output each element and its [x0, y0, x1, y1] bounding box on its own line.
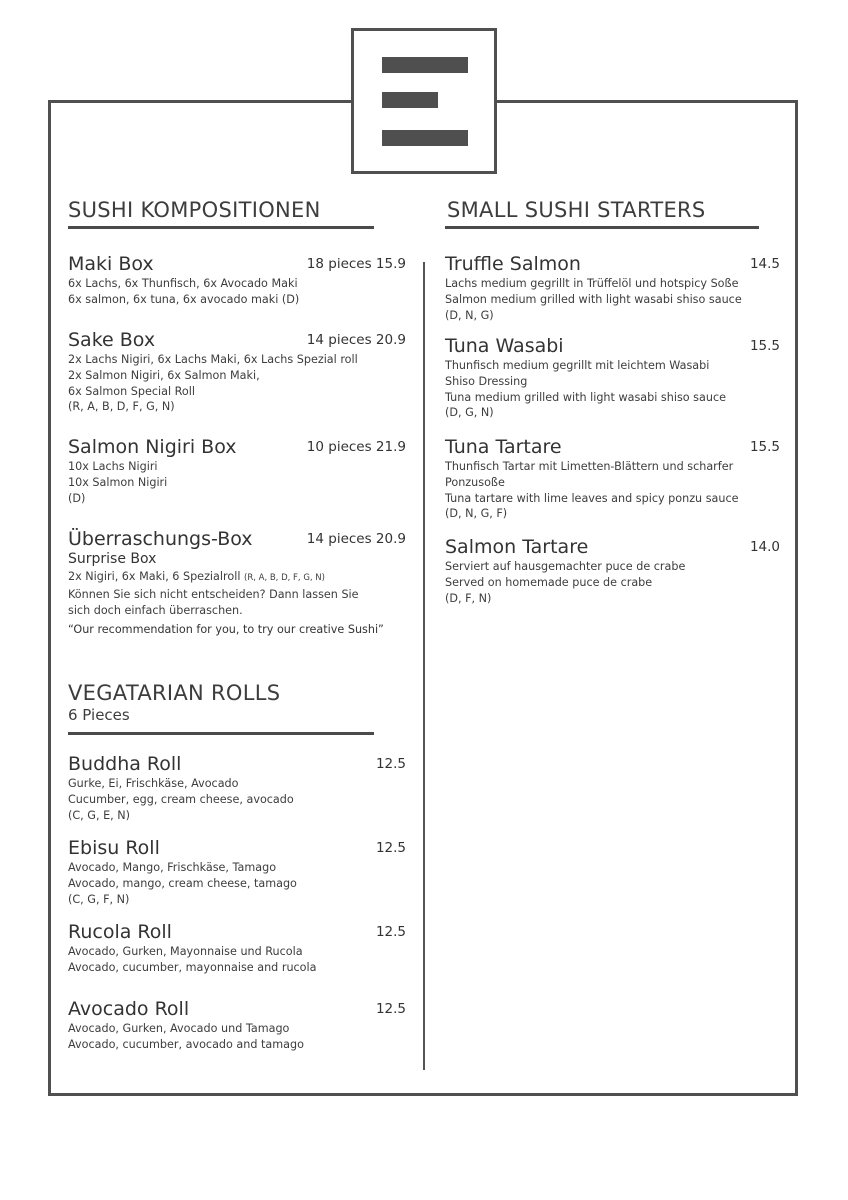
allergen-codes: (D)	[68, 491, 86, 505]
item-description	[445, 358, 780, 421]
desc-line: 2x Salmon Nigiri, 6x Salmon Maki,	[68, 368, 260, 382]
item-description	[68, 860, 406, 907]
item-description	[68, 944, 406, 976]
allergen-codes: (D, G, N)	[445, 406, 494, 420]
desc-line: Avocado, cucumber, avocado and tamago	[68, 1037, 304, 1051]
desc-line: Avocado, mango, cream cheese, tamago	[68, 876, 297, 890]
desc-line: Thunfisch Tartar mit Limetten-Blättern und scharfer	[445, 460, 734, 473]
item-description	[445, 276, 780, 323]
item-price: 14.0	[749, 539, 780, 555]
menu-item-truffle-salmon	[445, 253, 780, 323]
desc-line: 6x Salmon Special Roll	[68, 384, 195, 398]
item-description	[68, 1021, 406, 1053]
desc-line: Avocado, cucumber, mayonnaise and rucola	[68, 960, 317, 974]
allergen-codes: (D, N, G, F)	[445, 507, 508, 521]
item-price: 10 pieces 21.9	[306, 439, 406, 455]
desc-text: 2x Nigiri, 6x Maki, 6 Spezialroll	[68, 570, 241, 583]
desc-line: Tuna tartare with lime leaves and spicy ponzu sauce	[445, 491, 739, 505]
section-rule	[68, 226, 374, 229]
menu-item-maki-box	[68, 253, 406, 308]
desc-line: Können Sie sich nicht entscheiden? Dann lassen Sie	[68, 587, 359, 601]
menu-item-rucola-roll	[68, 921, 406, 976]
desc-line: Shiso Dressing	[445, 374, 528, 388]
desc-line: sich doch einfach überraschen.	[68, 603, 243, 617]
item-name: Rucola Roll	[68, 921, 172, 943]
section-title-vegetarian-rolls: VEGATARIAN ROLLS	[68, 681, 281, 705]
item-name: Ebisu Roll	[68, 837, 160, 859]
item-name: Salmon Nigiri Box	[68, 436, 237, 458]
section-rule	[68, 732, 374, 735]
item-description	[68, 776, 406, 823]
item-name: Tuna Wasabi	[445, 335, 564, 357]
item-name: Sake Box	[68, 329, 156, 351]
item-price: 14.5	[749, 256, 780, 272]
desc-line: Tuna medium grilled with light wasabi shiso sauce	[445, 390, 726, 404]
item-name: Tuna Tartare	[445, 436, 562, 458]
desc-line: Gurke, Ei, Frischkäse, Avocado	[68, 777, 239, 790]
item-price: 15.5	[749, 338, 780, 354]
recommendation-note: “Our recommendation for you, to try our creative Sushi”	[68, 623, 384, 637]
item-description	[68, 569, 406, 618]
menu-item-salmon-tartare	[445, 536, 780, 606]
desc-line: Avocado, Gurken, Avocado und Tamago	[68, 1022, 290, 1035]
item-price: 12.5	[375, 756, 406, 772]
item-description	[68, 352, 406, 415]
item-description	[445, 459, 780, 522]
section-subtitle: 6 Pieces	[68, 706, 130, 724]
allergen-codes: (C, G, E, N)	[68, 808, 130, 822]
menu-item-tuna-wasabi	[445, 335, 780, 421]
desc-line: 10x Lachs Nigiri	[68, 460, 158, 473]
logo-bar	[382, 92, 438, 108]
desc-line: 6x salmon, 6x tuna, 6x avocado maki (D)	[68, 292, 300, 306]
item-price: 15.5	[749, 439, 780, 455]
menu-item-buddha-roll	[68, 753, 406, 823]
item-price: 12.5	[375, 1001, 406, 1017]
desc-line: Ponzusoße	[445, 475, 505, 489]
desc-line: Lachs medium gegrillt in Trüffelöl und hotspicy Soße	[445, 277, 739, 290]
section-title-sushi-kompositionen: SUSHI KOMPOSITIONEN	[68, 198, 321, 222]
desc-line: 10x Salmon Nigiri	[68, 475, 168, 489]
menu-item-tuna-tartare	[445, 436, 780, 522]
item-price: 18 pieces 15.9	[306, 256, 406, 272]
item-name: Truffle Salmon	[445, 253, 581, 275]
desc-line: Served on homemade puce de crabe	[445, 575, 653, 589]
item-description	[68, 276, 406, 308]
allergen-codes: (D, F, N)	[445, 591, 492, 605]
item-name: Maki Box	[68, 253, 154, 275]
item-name: Salmon Tartare	[445, 536, 589, 558]
section-rule	[445, 226, 759, 229]
desc-line: Avocado, Mango, Frischkäse, Tamago	[68, 861, 277, 874]
item-price: 14 pieces 20.9	[306, 531, 406, 547]
desc-line	[68, 569, 406, 587]
menu-item-salmon-nigiri-box	[68, 436, 406, 506]
item-name: Avocado Roll	[68, 998, 190, 1020]
menu-item-sake-box	[68, 329, 406, 415]
item-description	[68, 459, 406, 506]
logo-bar	[382, 57, 468, 73]
desc-line: Thunfisch medium gegrillt mit leichtem Wasabi	[445, 359, 710, 372]
desc-line: Cucumber, egg, cream cheese, avocado	[68, 792, 294, 806]
item-price: 12.5	[375, 924, 406, 940]
menu-item-avocado-roll	[68, 998, 406, 1053]
section-title-small-sushi-starters: SMALL SUSHI STARTERS	[447, 198, 706, 222]
allergen-codes: (R, A, B, D, F, G, N)	[244, 573, 325, 583]
item-name: Überraschungs-Box	[68, 528, 253, 550]
item-subtitle: Surprise Box	[68, 551, 157, 567]
menu-item-ebisu-roll	[68, 837, 406, 907]
item-price: 12.5	[375, 840, 406, 856]
allergen-codes: (C, G, F, N)	[68, 892, 130, 906]
menu-item-surprise-box	[68, 528, 406, 636]
item-description	[445, 559, 780, 606]
desc-line: 6x Lachs, 6x Thunfisch, 6x Avocado Maki	[68, 277, 298, 290]
allergen-codes: (D, N, G)	[445, 308, 494, 322]
desc-line: Avocado, Gurken, Mayonnaise und Rucola	[68, 945, 303, 958]
desc-line: 2x Lachs Nigiri, 6x Lachs Maki, 6x Lachs Spezial roll	[68, 353, 358, 366]
desc-line: Serviert auf hausgemachter puce de crabe	[445, 560, 686, 573]
item-price: 14 pieces 20.9	[306, 332, 406, 348]
logo-bar	[382, 130, 468, 146]
allergen-codes: (R, A, B, D, F, G, N)	[68, 400, 175, 414]
item-name: Buddha Roll	[68, 753, 182, 775]
desc-line: Salmon medium grilled with light wasabi shiso sauce	[445, 292, 742, 306]
restaurant-logo	[351, 28, 497, 174]
column-divider	[423, 262, 425, 1070]
